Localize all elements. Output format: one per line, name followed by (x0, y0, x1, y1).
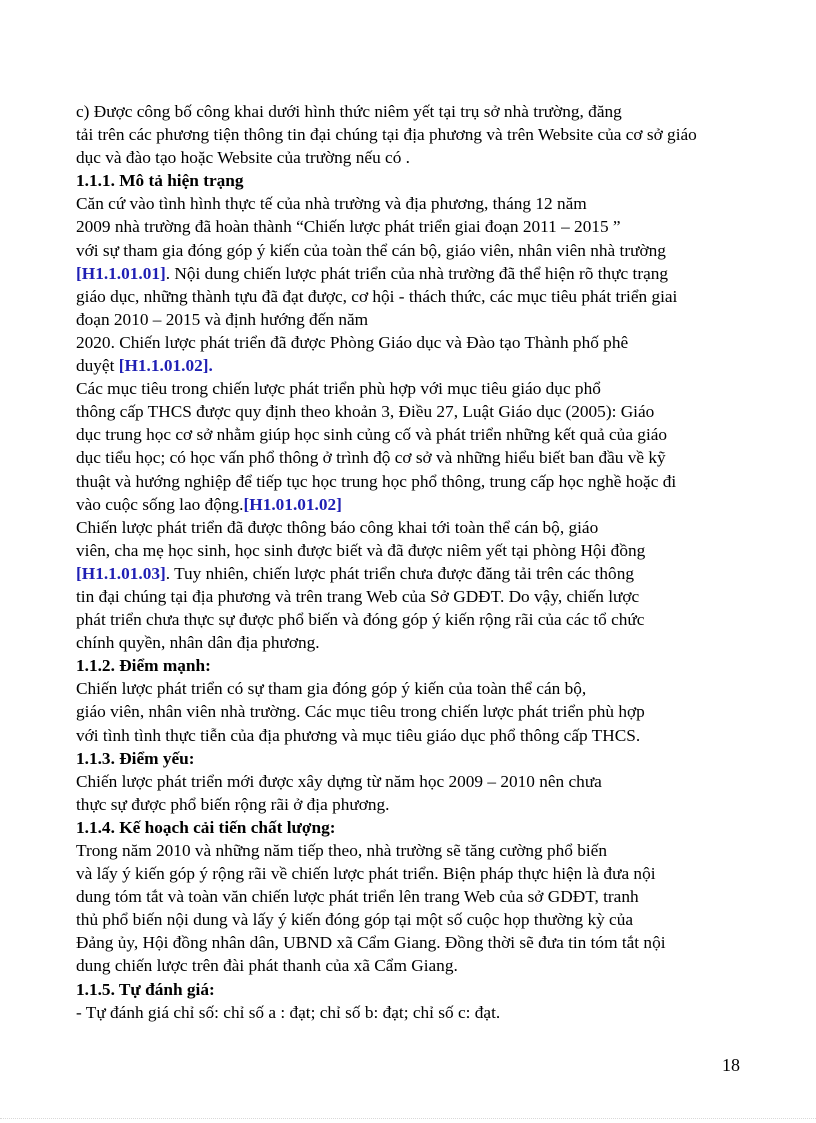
section-heading-1-1-5: 1.1.5. Tự đánh giá: (76, 979, 215, 999)
text-line: dục trung học cơ sở nhằm giúp học sinh củng cố và phát triển những kết quả của giáo (76, 425, 668, 445)
section-heading-1-1-4: 1.1.4. Kế hoạch cải tiến chất lượng: (76, 817, 336, 837)
text-line: thuật và hướng nghiệp để tiếp tục học trung học phổ thông, trung cấp học nghề hoặc đi (76, 471, 677, 491)
text-line: Chiến lược phát triển mới được xây dựng từ năm học 2009 – 2010 nên chưa (76, 771, 602, 791)
text-line (76, 354, 756, 377)
evidence-reference: [H1.1.01.02]. (118, 356, 213, 376)
text-line: với tình tình thực tiễn của địa phương và mục tiêu giáo dục phổ thông cấp THCS. (76, 725, 641, 745)
text-line: tin đại chúng tại địa phương và trên trang Web của Sở GDĐT. Do vậy, chiến lược (76, 586, 640, 606)
text-line: Các mục tiêu trong chiến lược phát triển phù hợp với mục tiêu giáo dục phổ (76, 379, 601, 399)
text-line: và lấy ý kiến góp ý rộng rãi về chiến lược phát triển. Biện pháp thực hiện là đưa nội (76, 864, 656, 884)
text-line: giáo dục, những thành tựu đã đạt được, cơ hội - thách thức, các mục tiêu phát triển giai (76, 286, 678, 306)
text-line (76, 493, 756, 516)
text-line: 2020. Chiến lược phát triển đã được Phòng Giáo dục và Đào tạo Thành phố phê (76, 332, 629, 352)
text-line: c) Được công bố công khai dưới hình thức niêm yết tại trụ sở nhà trường, đăng (76, 102, 622, 121)
text-line: thông cấp THCS được quy định theo khoản 3, Điều 27, Luật Giáo dục (2005): Giáo (76, 402, 655, 422)
text-line: giáo viên, nhân viên nhà trường. Các mục tiêu trong chiến lược phát triển phù hợp (76, 702, 645, 722)
text-line: dục tiểu học; có học vấn phổ thông ở trình độ cơ sở và những hiểu biết ban đầu về kỹ (76, 448, 666, 468)
text-fragment: vào cuộc sống lao động. (76, 494, 244, 514)
evidence-reference: [H1.1.01.01] (76, 263, 166, 283)
text-line: 2009 nhà trường đã hoàn thành “Chiến lược phát triển giai đoạn 2011 – 2015 ” (76, 217, 621, 237)
text-line: dung chiến lược trên đài phát thanh của xã Cẩm Giang. (76, 956, 458, 976)
section-heading-1-1-1: 1.1.1. Mô tả hiện trạng (76, 171, 244, 191)
page-body (76, 100, 756, 1024)
section-heading-1-1-3: 1.1.3. Điểm yếu: (76, 748, 195, 768)
text-line: đoạn 2010 – 2015 và định hướng đến năm (76, 309, 369, 329)
page-number: 18 (722, 1055, 740, 1075)
text-line: Căn cứ vào tình hình thực tế của nhà trường và địa phương, tháng 12 năm (76, 194, 587, 214)
page-bottom-divider (0, 1118, 816, 1119)
section-heading-1-1-2: 1.1.2. Điểm mạnh: (76, 656, 211, 676)
text-fragment: . Tuy nhiên, chiến lược phát triển chưa được đăng tải trên các thông (165, 563, 634, 583)
text-line: dục và đào tạo hoặc Website của trường nếu có . (76, 148, 410, 168)
text-line: dung tóm tắt và toàn văn chiến lược phát triển lên trang Web của sở GDĐT, tranh (76, 887, 639, 907)
text-fragment: duyệt (76, 356, 119, 376)
evidence-reference: [H1.1.01.03] (76, 563, 166, 583)
text-line: Chiến lược phát triển có sự tham gia đóng góp ý kiến của toàn thể cán bộ, (76, 679, 587, 699)
text-line: phát triển chưa thực sự được phổ biến và đóng góp ý kiến rộng rãi của các tổ chức (76, 610, 645, 630)
text-line: viên, cha mẹ học sinh, học sinh được biết và đã được niêm yết tại phòng Hội đồng (76, 540, 646, 560)
text-line: Chiến lược phát triển đã được thông báo công khai tới toàn thể cán bộ, giáo (76, 517, 599, 537)
text-line: Trong năm 2010 và những năm tiếp theo, nhà trường sẽ tăng cường phổ biến (76, 841, 607, 860)
text-line: chính quyền, nhân dân địa phương. (76, 633, 320, 653)
text-line: với sự tham gia đóng góp ý kiến của toàn thể cán bộ, giáo viên, nhân viên nhà trường (76, 240, 666, 260)
text-line (76, 262, 756, 285)
text-line: thủ phổ biến nội dung và lấy ý kiến đóng góp tại một số cuộc họp thường kỳ của (76, 910, 634, 930)
text-line: thực sự được phổ biến rộng rãi ở địa phương. (76, 794, 390, 814)
text-line: Đảng ủy, Hội đồng nhân dân, UBND xã Cẩm Giang. Đồng thời sẽ đưa tin tóm tắt nội (76, 933, 666, 953)
text-line (76, 562, 756, 585)
text-line: tải trên các phương tiện thông tin đại chúng tại địa phương và trên Website của cơ sở giáo (76, 125, 697, 145)
text-fragment: . Nội dung chiến lược phát triển của nhà trường đã thể hiện rõ thực trạng (165, 263, 669, 283)
evidence-reference: [H1.01.01.02] (243, 494, 342, 514)
text-line: - Tự đánh giá chỉ số: chỉ số a : đạt; chỉ số b: đạt; chỉ số c: đạt. (76, 1002, 501, 1022)
